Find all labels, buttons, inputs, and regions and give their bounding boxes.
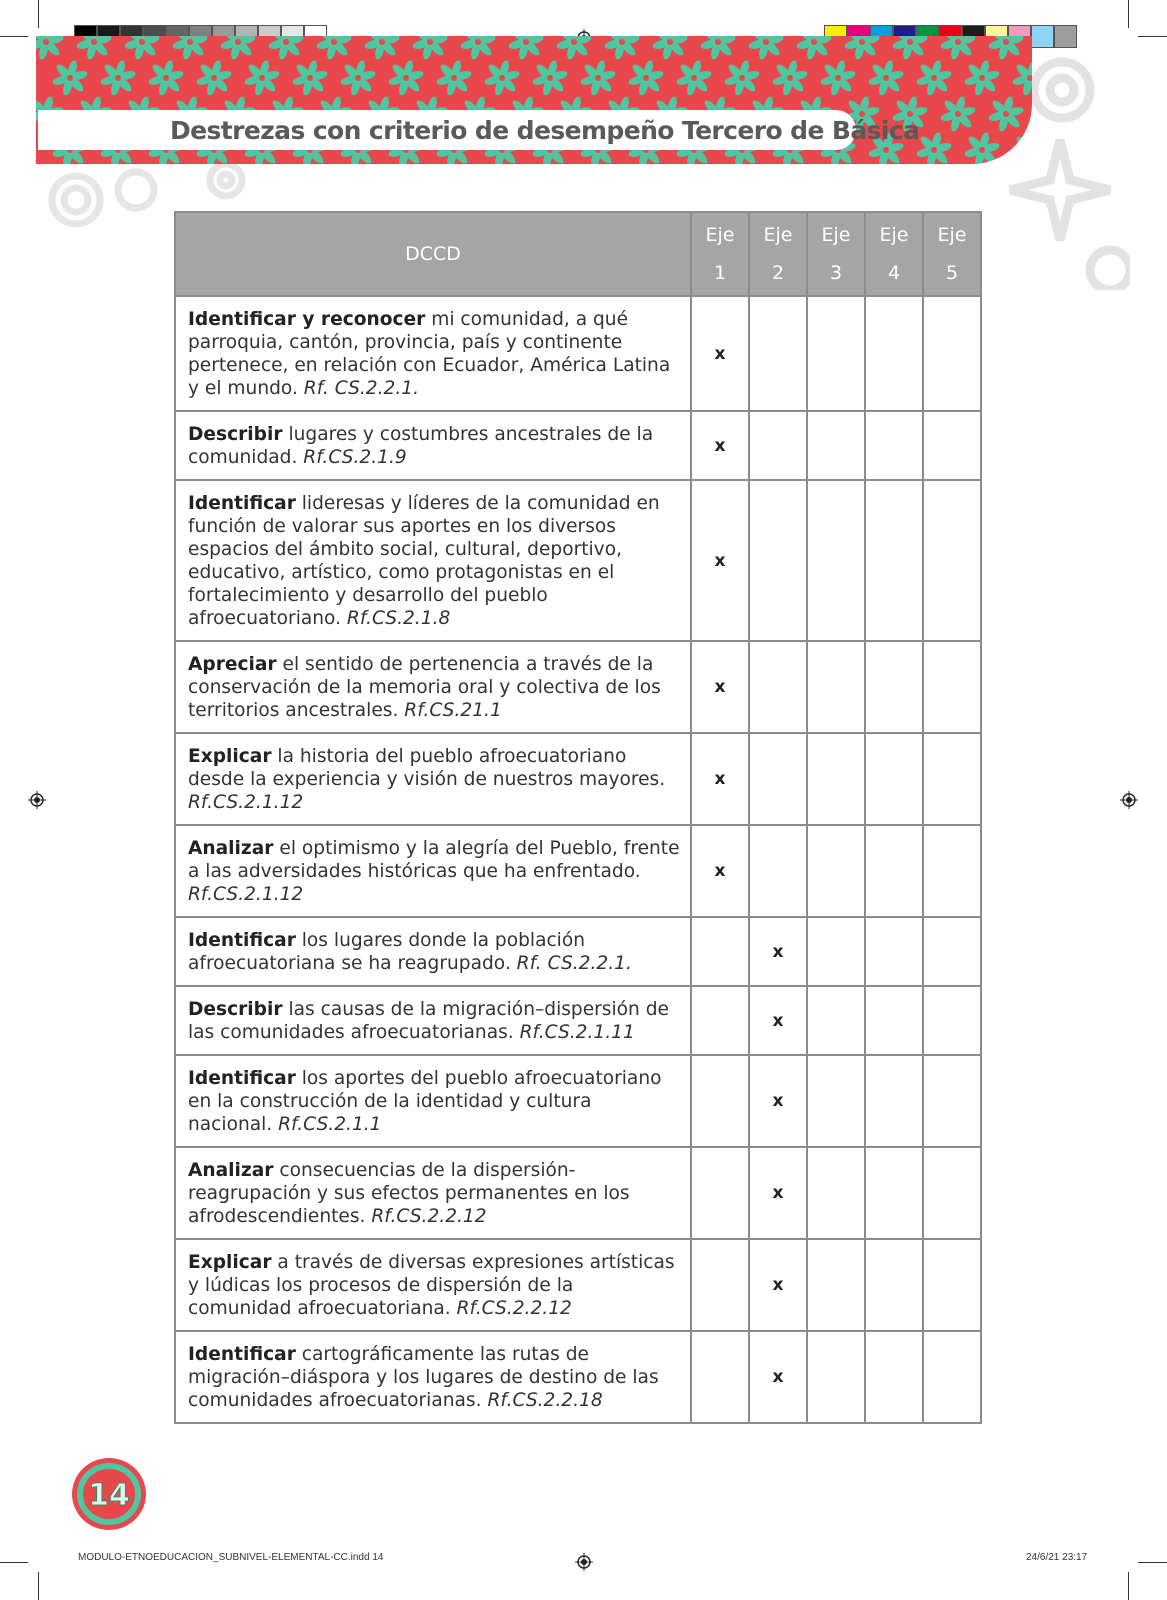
- eje-4-mark: [865, 411, 923, 480]
- eje-4-mark: [865, 1239, 923, 1331]
- skill-description: [175, 411, 691, 480]
- eje-1-mark: x: [691, 825, 749, 917]
- flower-motif-icon: [388, 60, 425, 97]
- flower-motif-icon: [412, 36, 449, 60]
- eje-word: Eje: [705, 224, 735, 246]
- eje-5-mark: [923, 986, 981, 1055]
- flower-motif-icon: [220, 36, 257, 60]
- flower-motif-icon: [892, 36, 929, 60]
- skill-reference: Rf.CS.2.2.12: [456, 1298, 572, 1319]
- eje-4-mark: [865, 825, 923, 917]
- eje-3-mark: [807, 986, 865, 1055]
- eje-1-mark: [691, 1331, 749, 1423]
- skill-verb: Identificar y reconocer: [188, 309, 426, 330]
- eje-4-mark: [865, 1147, 923, 1239]
- flower-motif-icon: [796, 36, 833, 60]
- flower-motif-icon: [36, 36, 64, 60]
- skill-text: lugares y costumbres ancestrales de la comunidad.: [188, 424, 654, 468]
- skill-verb: Explicar: [188, 1252, 272, 1273]
- flower-motif-icon: [628, 60, 665, 97]
- table-row: [175, 1239, 981, 1331]
- flower-motif-icon: [76, 36, 113, 60]
- skill-text: las causas de la migración–dispersión de las comunidades afroecuatorianas.: [188, 999, 669, 1043]
- eje-1-mark: [691, 1055, 749, 1147]
- skill-reference: Rf.CS.2.2.18: [487, 1390, 603, 1411]
- table-row: [175, 917, 981, 986]
- page-number: 14: [88, 1478, 130, 1513]
- flower-motif-icon: [556, 36, 593, 60]
- eje-3-mark: [807, 733, 865, 825]
- flower-motif-icon: [988, 36, 1025, 60]
- skill-description: [175, 733, 691, 825]
- skill-text: consecuencias de la dispersión-reagrupación y sus efectos permanentes en los afrodescendientes.: [188, 1160, 630, 1227]
- eje-number: 1: [713, 262, 727, 284]
- skill-verb: Describir: [188, 424, 283, 445]
- eje-4-mark: [865, 917, 923, 986]
- eje-word: Eje: [879, 224, 909, 246]
- crop-mark: [1128, 0, 1129, 28]
- eje-2-mark: [749, 825, 807, 917]
- skill-reference: Rf.CS.2.1.1: [278, 1114, 382, 1135]
- eje-1-mark: [691, 917, 749, 986]
- eje-4-mark: [865, 986, 923, 1055]
- crop-mark: [0, 1562, 28, 1563]
- skill-reference: Rf.CS.2.2.12: [371, 1206, 487, 1227]
- skill-reference: Rf.CS.2.1.8: [346, 608, 451, 629]
- skill-text: los aportes del pueblo afroecuatoriano en la construcción de la identidad y cultura nacional.: [188, 1068, 662, 1135]
- skill-verb: Identificar: [188, 493, 296, 514]
- flower-motif-icon: [748, 36, 785, 60]
- table-row: [175, 296, 981, 411]
- eje-1-mark: x: [691, 733, 749, 825]
- flower-motif-icon: [100, 60, 137, 97]
- skill-reference: Rf.CS.2.1.12: [188, 792, 304, 813]
- eje-1-mark: x: [691, 641, 749, 733]
- eje-5-mark: [923, 411, 981, 480]
- eje-2-mark: [749, 296, 807, 411]
- eje-2-mark: x: [749, 1147, 807, 1239]
- flower-motif-icon: [772, 60, 809, 97]
- skill-text: cartográficamente las rutas de migración–diáspora y los lugares de destino de las comunidades afroecuatorianas.: [188, 1344, 659, 1411]
- skill-description: [175, 1239, 691, 1331]
- skill-description: [175, 986, 691, 1055]
- table-row: [175, 825, 981, 917]
- flower-motif-icon: [1012, 132, 1032, 164]
- skill-reference: Rf. CS.2.2.1.: [303, 378, 420, 399]
- eje-2-mark: x: [749, 986, 807, 1055]
- flower-motif-icon: [964, 132, 1001, 164]
- skill-description: [175, 480, 691, 641]
- footer-date: 24/6/21 23:17: [1026, 1552, 1088, 1563]
- eje-5-mark: [923, 733, 981, 825]
- flower-motif-icon: [484, 60, 521, 97]
- eje-2-mark: x: [749, 917, 807, 986]
- eje-5-mark: [923, 296, 981, 411]
- flower-motif-icon: [268, 36, 305, 60]
- eje-word: Eje: [937, 224, 967, 246]
- skill-verb: Identificar: [188, 930, 296, 951]
- skill-text: el optimismo y la alegría del Pueblo, frente a las adversidades históricas que ha enfrentado.: [188, 838, 680, 882]
- registration-mark-icon: [575, 1553, 593, 1571]
- eje-3-mark: [807, 1331, 865, 1423]
- skill-description: [175, 641, 691, 733]
- skill-text: el sentido de pertenencia a través de la conservación de la memoria oral y colectiva de los territorios ancestrales.: [188, 654, 661, 721]
- flower-motif-icon: [844, 36, 881, 60]
- flower-motif-icon: [340, 60, 377, 97]
- eje-2-mark: [749, 480, 807, 641]
- skill-reference: Rf. CS.2.2.1.: [516, 953, 632, 974]
- skill-reference: Rf.CS.21.1: [404, 700, 502, 721]
- eje-3-mark: [807, 480, 865, 641]
- eje-2-mark: x: [749, 1055, 807, 1147]
- eje-header-4: [865, 212, 923, 296]
- table-header-row: [175, 212, 981, 296]
- flower-motif-icon: [604, 36, 641, 60]
- skill-description: [175, 1331, 691, 1423]
- eje-3-mark: [807, 1147, 865, 1239]
- skill-verb: Identificar: [188, 1344, 296, 1365]
- skill-text: los lugares donde la población afroecuatoriana se ha reagrupado.: [188, 930, 586, 974]
- flower-motif-icon: [196, 60, 233, 97]
- skill-verb: Apreciar: [188, 654, 277, 675]
- dccd-header: DCCD: [175, 212, 691, 296]
- table-body: [175, 296, 981, 1423]
- eje-3-mark: [807, 296, 865, 411]
- table-row: [175, 733, 981, 825]
- flower-motif-icon: [868, 60, 905, 97]
- eje-4-mark: [865, 296, 923, 411]
- eje-1-mark: x: [691, 411, 749, 480]
- crop-mark: [38, 1572, 39, 1600]
- skill-description: [175, 1147, 691, 1239]
- eje-2-mark: [749, 641, 807, 733]
- table-row: [175, 1331, 981, 1423]
- eje-3-mark: [807, 917, 865, 986]
- registration-mark-icon: [28, 791, 46, 809]
- skill-text: lideresas y líderes de la comunidad en función de valorar sus aportes en los diversos espacios del ámbito social, cultural, deportivo, educativo, artístico, como protagonistas en el fortalecimiento y desarrollo del pueblo afroecuatoriano.: [188, 493, 660, 629]
- eje-3-mark: [807, 1055, 865, 1147]
- skill-reference: Rf.CS.2.1.9: [303, 447, 407, 468]
- skill-description: [175, 917, 691, 986]
- flower-motif-icon: [820, 60, 857, 97]
- eje-header-1: [691, 212, 749, 296]
- table-row: [175, 1147, 981, 1239]
- skill-text: a través de diversas expresiones artísticas y lúdicas los procesos de dispersión de la comunidad afroecuatoriana.: [188, 1252, 675, 1319]
- eje-number: 4: [887, 262, 901, 284]
- skill-verb: Identificar: [188, 1068, 296, 1089]
- eje-4-mark: [865, 1331, 923, 1423]
- eje-1-mark: x: [691, 480, 749, 641]
- flower-motif-icon: [940, 36, 977, 60]
- eje-4-mark: [865, 641, 923, 733]
- skill-verb: Analizar: [188, 838, 274, 859]
- eje-3-mark: [807, 1239, 865, 1331]
- eje-1-mark: x: [691, 296, 749, 411]
- eje-2-mark: [749, 733, 807, 825]
- flower-motif-icon: [124, 36, 161, 60]
- skill-description: [175, 825, 691, 917]
- table-row: [175, 986, 981, 1055]
- flower-motif-icon: [1012, 60, 1032, 97]
- eje-5-mark: [923, 1147, 981, 1239]
- flower-motif-icon: [964, 60, 1001, 97]
- crop-mark: [1128, 1572, 1129, 1600]
- skill-text: la historia del pueblo afroecuatoriano desde la experiencia y visión de nuestros mayores.: [188, 746, 666, 790]
- crop-mark: [38, 0, 39, 28]
- eje-5-mark: [923, 641, 981, 733]
- skill-description: [175, 296, 691, 411]
- eje-5-mark: [923, 480, 981, 641]
- eje-1-mark: [691, 986, 749, 1055]
- skill-description: [175, 1055, 691, 1147]
- table-row: [175, 641, 981, 733]
- eje-word: Eje: [821, 224, 851, 246]
- crop-mark: [1138, 36, 1167, 37]
- flower-motif-icon: [700, 36, 737, 60]
- footer-filename: MODULO-ETNOEDUCACION_SUBNIVEL-ELEMENTAL-CC.indd 14: [78, 1552, 384, 1563]
- flower-motif-icon: [724, 60, 761, 97]
- table-row: [175, 1055, 981, 1147]
- eje-1-mark: [691, 1147, 749, 1239]
- skill-verb: Analizar: [188, 1160, 274, 1181]
- flower-motif-icon: [148, 60, 185, 97]
- page-number-badge: [68, 1452, 150, 1534]
- flower-motif-icon: [172, 36, 209, 60]
- flower-motif-icon: [676, 60, 713, 97]
- eje-3-mark: [807, 411, 865, 480]
- flower-motif-icon: [52, 60, 89, 97]
- eje-5-mark: [923, 1055, 981, 1147]
- flower-motif-icon: [652, 36, 689, 60]
- eje-number: 2: [771, 262, 785, 284]
- flower-motif-icon: [364, 36, 401, 60]
- table-row: [175, 411, 981, 480]
- eje-number: 5: [945, 262, 959, 284]
- flower-motif-icon: [580, 60, 617, 97]
- flower-motif-icon: [988, 96, 1025, 133]
- eje-number: 3: [829, 262, 843, 284]
- flower-motif-icon: [292, 60, 329, 97]
- eje-1-mark: [691, 1239, 749, 1331]
- eje-3-mark: [807, 825, 865, 917]
- eje-4-mark: [865, 480, 923, 641]
- skill-reference: Rf.CS.2.1.11: [519, 1022, 635, 1043]
- skill-verb: Explicar: [188, 746, 272, 767]
- eje-word: Eje: [763, 224, 793, 246]
- skills-table: [174, 211, 982, 1424]
- flower-motif-icon: [532, 60, 569, 97]
- eje-5-mark: [923, 917, 981, 986]
- eje-2-mark: x: [749, 1331, 807, 1423]
- eje-2-mark: x: [749, 1239, 807, 1331]
- eje-5-mark: [923, 1239, 981, 1331]
- eje-header-2: [749, 212, 807, 296]
- page-title: Destrezas con criterio de desempeño Tercero de Básica: [170, 116, 920, 145]
- flower-motif-icon: [460, 36, 497, 60]
- eje-5-mark: [923, 825, 981, 917]
- skill-text: mi comunidad, a qué parroquia, cantón, provincia, país y continente pertenece, en relación con Ecuador, América Latina y el mundo.: [188, 309, 671, 399]
- flower-motif-icon: [916, 132, 953, 164]
- registration-mark-icon: [1120, 791, 1138, 809]
- crop-mark: [1138, 1562, 1167, 1563]
- eje-3-mark: [807, 641, 865, 733]
- crop-mark: [0, 36, 28, 37]
- eje-5-mark: [923, 1331, 981, 1423]
- flower-motif-icon: [940, 96, 977, 133]
- flower-motif-icon: [244, 60, 281, 97]
- flower-motif-icon: [316, 36, 353, 60]
- eje-4-mark: [865, 1055, 923, 1147]
- skill-verb: Describir: [188, 999, 283, 1020]
- eje-2-mark: [749, 411, 807, 480]
- eje-header-5: [923, 212, 981, 296]
- table-row: [175, 480, 981, 641]
- flower-motif-icon: [916, 60, 953, 97]
- eje-4-mark: [865, 733, 923, 825]
- flower-motif-icon: [508, 36, 545, 60]
- eje-header-3: [807, 212, 865, 296]
- skill-reference: Rf.CS.2.1.12: [188, 884, 304, 905]
- flower-motif-icon: [436, 60, 473, 97]
